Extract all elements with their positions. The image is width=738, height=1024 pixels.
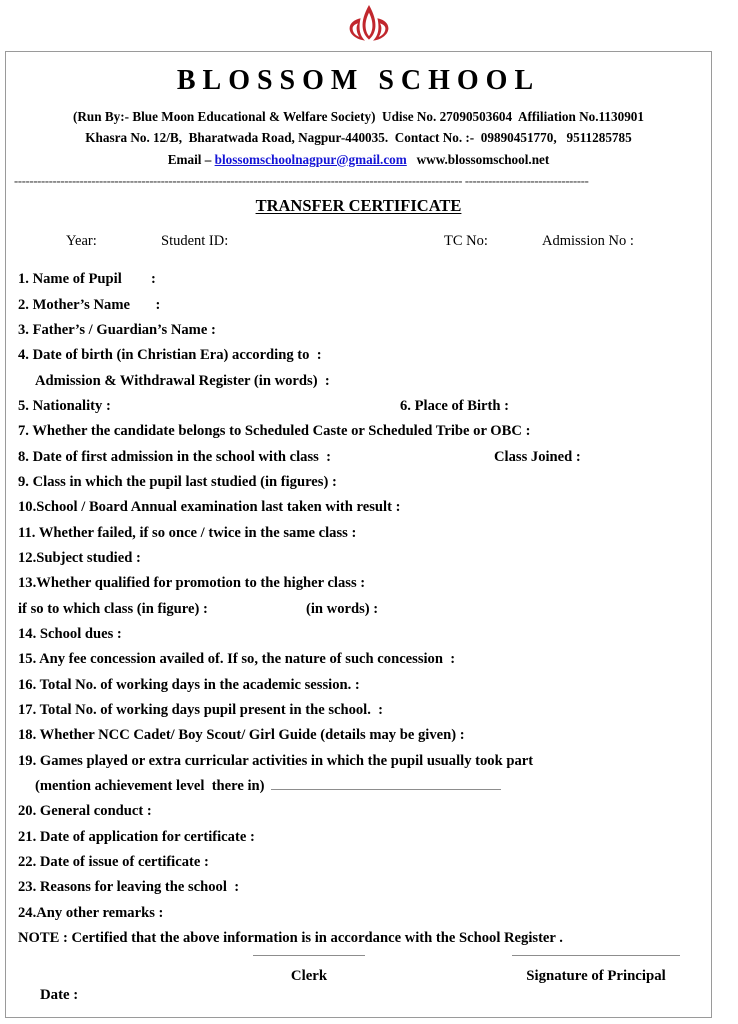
field-label: 15. Any fee concession availed of. If so, the nature of such concession : xyxy=(18,651,456,668)
school-name: BLOSSOM SCHOOL xyxy=(176,65,541,96)
date-block xyxy=(40,987,78,1004)
field-label: 8. Date of first admission in the school with class : xyxy=(18,448,331,465)
header-divider: -------------------------------------------------------------------------------------------------------------------- -------------------------------- xyxy=(14,175,589,189)
field-label: 22. Date of issue of certificate : xyxy=(18,854,209,871)
field-label: Admission & Withdrawal Register (in words) : xyxy=(35,372,330,389)
field-row xyxy=(18,749,711,774)
clerk-signature-line xyxy=(253,955,365,956)
email-label: Email – xyxy=(167,151,215,167)
year-label: Year: xyxy=(66,233,97,250)
field-label-secondary: Class Joined : xyxy=(494,448,581,465)
field-label: 7. Whether the candidate belongs to Scheduled Caste or Scheduled Tribe or OBC : xyxy=(18,423,531,440)
field-label: 17. Total No. of working days pupil present in the school. : xyxy=(18,702,384,718)
field-row xyxy=(18,293,711,318)
field-row xyxy=(18,571,711,596)
field-row xyxy=(18,495,711,520)
principal-signature-block xyxy=(506,955,686,985)
field-label: 2. Mother’s Name : xyxy=(18,296,161,313)
field-row xyxy=(18,267,711,292)
field-row xyxy=(18,445,711,470)
field-row xyxy=(18,546,711,571)
admission-no-label: Admission No : xyxy=(542,233,634,250)
field-label: 9. Class in which the pupil last studied (in figures) : xyxy=(18,473,337,490)
field-label: 19. Games played or extra curricular activities in which the pupil usually took part xyxy=(18,752,534,769)
field-label: 3. Father’s / Guardian’s Name : xyxy=(18,321,216,338)
field-row xyxy=(18,622,711,647)
field-row xyxy=(18,875,711,900)
field-row xyxy=(18,647,711,672)
principal-label: Signature of Principal xyxy=(526,968,666,984)
field-row xyxy=(18,318,711,343)
clerk-label: Clerk xyxy=(290,968,328,984)
masthead-address-line: Khasra No. 12/B, Bharatwada Road, Nagpur-440035. Contact No. :- 09890451770, 9511285785 xyxy=(85,130,632,146)
date-label: Date : xyxy=(40,987,79,1003)
field-row xyxy=(18,343,711,368)
website-text: www.blossomschool.net xyxy=(416,151,550,167)
clerk-signature-block xyxy=(249,955,369,985)
page-title: TRANSFER CERTIFICATE xyxy=(255,196,462,216)
field-label: 24.Any other remarks : xyxy=(18,904,164,921)
note-text: NOTE : Certified that the above information is in accordance with the School Register . xyxy=(18,930,563,947)
masthead-block xyxy=(6,106,711,170)
field-row xyxy=(18,774,711,799)
field-row xyxy=(18,799,711,824)
field-row xyxy=(18,597,711,622)
field-row xyxy=(18,825,711,850)
field-label-secondary: (in words) : xyxy=(306,600,379,617)
field-label: 20. General conduct : xyxy=(18,803,152,820)
field-label: if so to which class (in figure) : xyxy=(18,600,208,617)
fill-in-blank-line[interactable] xyxy=(271,778,501,790)
field-label-secondary: 6. Place of Birth : xyxy=(400,397,510,414)
field-row xyxy=(18,394,711,419)
masthead-society-line: (Run By:- Blue Moon Educational & Welfare Society) Udise No. 27090503604 Affiliation No.1130901 xyxy=(73,109,644,125)
certificate-frame xyxy=(5,51,712,1018)
identification-row xyxy=(6,233,711,263)
field-label: 18. Whether NCC Cadet/ Boy Scout/ Girl Guide (details may be given) : xyxy=(18,727,465,744)
field-label: 1. Name of Pupil : xyxy=(18,271,156,288)
field-row xyxy=(18,850,711,875)
website-spacer xyxy=(407,152,417,167)
field-row xyxy=(18,369,711,394)
lotus-logo-icon xyxy=(347,2,391,46)
email-link[interactable]: blossomschoolnagpur@gmail.com xyxy=(214,151,407,167)
field-row xyxy=(18,698,711,723)
field-label: 16. Total No. of working days in the academic session. : xyxy=(18,676,360,693)
field-label: 11. Whether failed, if so once / twice in the same class : xyxy=(18,524,357,541)
field-row xyxy=(18,723,711,748)
field-row xyxy=(18,673,711,698)
field-label: (mention achievement level there in) xyxy=(35,778,265,795)
student-id-label: Student ID: xyxy=(161,233,229,250)
field-label: 5. Nationality : xyxy=(18,397,111,414)
field-label: 12.Subject studied : xyxy=(18,549,141,566)
field-label: 21. Date of application for certificate : xyxy=(18,828,255,845)
masthead-contact-line xyxy=(6,149,711,170)
certificate-fields-list xyxy=(6,267,711,926)
tc-no-label: TC No: xyxy=(444,233,488,250)
field-label: 23. Reasons for leaving the school : xyxy=(18,879,240,896)
field-row xyxy=(18,419,711,444)
principal-signature-line xyxy=(512,955,680,956)
field-label: 10.School / Board Annual examination last taken with result : xyxy=(18,499,401,516)
field-label: 13.Whether qualified for promotion to the higher class : xyxy=(18,575,366,592)
signature-row xyxy=(6,955,711,1009)
field-label: 14. School dues : xyxy=(18,625,122,642)
field-row xyxy=(18,521,711,546)
field-label: 4. Date of birth (in Christian Era) according to : xyxy=(18,347,322,364)
logo-area xyxy=(0,0,738,52)
field-row xyxy=(18,901,711,926)
field-row xyxy=(18,470,711,495)
